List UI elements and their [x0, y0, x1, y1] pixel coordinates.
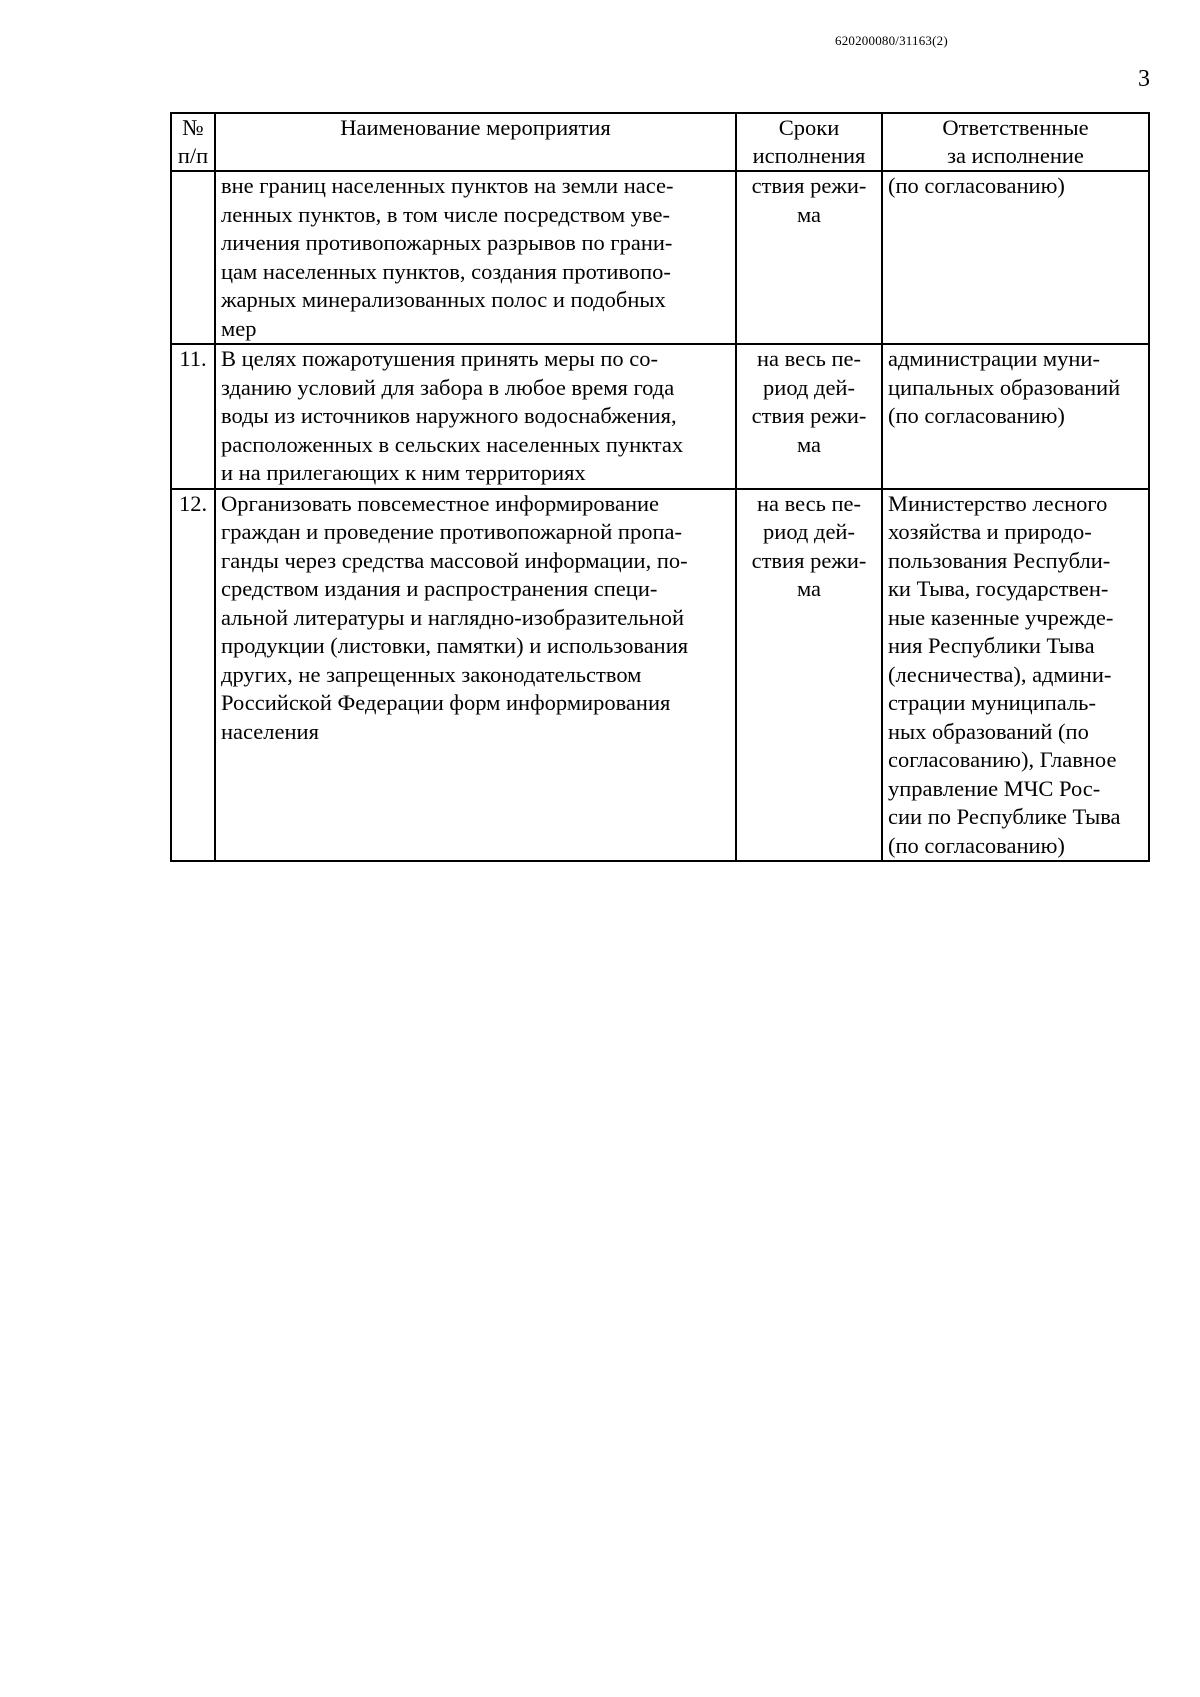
- measure-responsible-line: хозяйства и природо-: [888, 519, 1092, 544]
- measure-name-line: альной литературы и наглядно-изобразительной: [221, 604, 685, 630]
- measure-name-line: личения противопожарных разрывов по грани-: [221, 230, 673, 255]
- measure-term: [736, 344, 882, 489]
- measure-responsible-line: ные казенные учрежде-: [888, 604, 1114, 630]
- measure-name-line: граждан и проведение противопожарной пропа-: [221, 519, 682, 544]
- measure-responsible: [882, 489, 1149, 862]
- measure-responsible-line: Министерство лесного: [888, 490, 1108, 516]
- measure-name-line: населения: [221, 718, 319, 744]
- measure-responsible-line: ных образований (по: [888, 718, 1089, 744]
- measure-name-line: и на прилегающих к ним территориях: [221, 460, 586, 485]
- measure-term-line: ма: [796, 576, 822, 601]
- header-term-line: исполнения: [752, 143, 866, 168]
- measure-name-line: других, не запрещенных законодательством: [221, 661, 642, 687]
- measure-term-line: на весь пе-: [756, 346, 862, 371]
- measure-responsible-line: страции муниципаль-: [888, 690, 1096, 715]
- measure-name-line: цам населенных пунктов, создания противопо-: [221, 258, 671, 284]
- measure-name-line: ганды через средства массовой информации, по-: [221, 547, 688, 573]
- measure-responsible-line: ния Республики Тыва: [888, 633, 1095, 658]
- measure-responsible-line: ки Тыва, государствен-: [888, 576, 1109, 601]
- measure-term-line: ствия режи-: [751, 173, 867, 198]
- measure-name-line: средством издания и распространения специ-: [221, 576, 658, 601]
- measure-name-line: продукции (листовки, памятки) и использования: [221, 633, 689, 658]
- header-resp-line: за исполнение: [947, 143, 1084, 168]
- measure-responsible-line: администрации муни-: [888, 346, 1100, 371]
- measure-responsible-line: сии по Республике Тыва: [888, 804, 1121, 829]
- measure-name-line: мер: [221, 315, 257, 341]
- measure-responsible: [882, 171, 1149, 344]
- measure-name-line: В целях пожаротушения принять меры по со-: [221, 346, 659, 371]
- measure-name-line: воды из источников наружного водоснабжения,: [221, 403, 677, 428]
- document-id: 620200080/31163(2): [835, 33, 948, 48]
- measure-responsible: [882, 344, 1149, 489]
- measure-responsible-line: пользования Республи-: [888, 547, 1111, 573]
- measure-term: [736, 171, 882, 344]
- header-row: [171, 113, 1149, 171]
- header-name: [215, 113, 736, 171]
- header-term-line: Сроки: [778, 115, 840, 140]
- table-header: [171, 113, 1149, 171]
- measure-responsible-line: (по согласованию): [888, 173, 1065, 198]
- table-row: [171, 489, 1149, 862]
- measure-term-line: риод дей-: [763, 519, 855, 544]
- row-number: 11.: [171, 344, 215, 489]
- measure-responsible-line: (лесничества), админи-: [888, 661, 1112, 687]
- measure-responsible-line: ципальных образований: [888, 374, 1121, 400]
- row-number: [171, 171, 215, 344]
- header-num: [171, 113, 215, 171]
- measure-name-line: жарных минерализованных полос и подобных: [221, 287, 666, 312]
- measure-name-line: вне границ населенных пунктов на земли насе-: [221, 173, 674, 198]
- measure-responsible-line: управление МЧС Рос-: [888, 775, 1101, 801]
- header-num-line: №: [182, 115, 204, 140]
- measure-name-line: расположенных в сельских населенных пунктах: [221, 431, 684, 457]
- header-name-line: Наименование мероприятия: [340, 115, 611, 140]
- header-resp-line: Ответственные: [942, 115, 1089, 140]
- table-row: [171, 344, 1149, 489]
- measure-term: [736, 489, 882, 862]
- measure-name-line: Российской Федерации форм информирования: [221, 690, 671, 715]
- measure-term-line: ма: [796, 201, 822, 227]
- row-number: 12.: [171, 489, 215, 862]
- measure-name: [215, 171, 736, 344]
- header-resp: [882, 113, 1149, 171]
- measure-term-line: ма: [796, 431, 822, 457]
- measure-term-line: на весь пе-: [756, 490, 862, 516]
- measure-term-line: ствия режи-: [751, 403, 867, 428]
- header-term: [736, 113, 882, 171]
- measures-table: [170, 112, 1150, 862]
- table-row: [171, 171, 1149, 344]
- measure-term-line: ствия режи-: [751, 547, 867, 573]
- measure-name: [215, 489, 736, 862]
- measure-name-line: ленных пунктов, в том числе посредством уве-: [221, 201, 670, 227]
- measure-name-line: зданию условий для забора в любое время года: [221, 374, 675, 400]
- measure-responsible-line: (по согласованию): [888, 832, 1065, 858]
- table-body: [171, 171, 1149, 861]
- measure-name: [215, 344, 736, 489]
- measure-term-line: риод дей-: [763, 374, 855, 400]
- measure-responsible-line: согласованию), Главное: [888, 747, 1117, 772]
- measure-name-line: Организовать повсеместное информирование: [221, 490, 660, 516]
- measure-responsible-line: (по согласованию): [888, 403, 1065, 428]
- page-number: 3: [1138, 66, 1150, 92]
- header-num-line: п/п: [177, 143, 209, 168]
